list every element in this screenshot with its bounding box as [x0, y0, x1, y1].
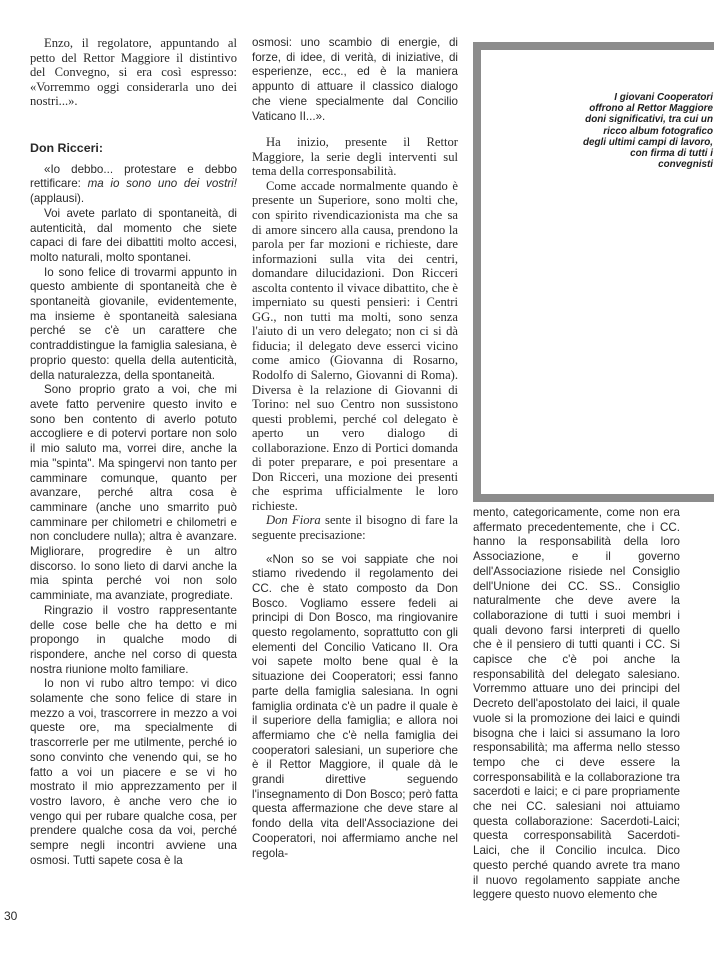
narrative-paragraph: [252, 513, 458, 542]
speech-paragraph: Io sono felice di trovarmi appunto in questo ambiente di spontaneità che è spontaneità giovanile, evidentemente, ma insieme è spontaneità salesiana perché se c'è un carattere che contraddistingue la famiglia salesiana, è proprio questo: quella della autenticità, della naturalezza, della spontaneità.: [30, 265, 237, 382]
speech-paragraph: mento, categoricamente, come non era affermato precedentemente, che i CC. hanno la responsabilità della loro Associazione, e il governo dell'Associazione risiede nel Consiglio dell'Unione dei CC. SS.. Consiglio naturalmente che deve avere la collaborazione di tutti i suoi membri i quali devono farsi interpreti di quello che è il pensiero di tutti quanti i CC. Si capisce che c'è poi anche la responsabilità del delegato salesiano. Vorremmo attuare uno dei principi del Decreto dell'apostolato dei laici, il quale vuole si la promozione dei laici e quindi bisogna che i laici si assumano la loro responsabilità; ma afferma nello stesso tempo che ci deve essere la corresponsabilità e la collaborazione tra sacerdoti e laici; e ci pare propriamente che nei CC. salesiani noi attuiamo questa collaborazione: Sacerdoti-Laici; questa corresponsabilità Sacerdoti-Laici, che il Concilio inculca. Dico questo perché quando avrete tra mano il nuovo regolamento sappiate anche leggere questo nuovo elemento che: [473, 506, 680, 902]
page-number: 30: [4, 909, 18, 923]
speech-paragraph: Ringrazio il vostro rappresentante delle cose belle che ha detto e mi propongo in qualche modo di rispondere, anche nel corso di questa nostra riunione molto familiare.: [30, 603, 237, 676]
speech-paragraph: Sono proprio grato a voi, che mi avete fatto pervenire questo invito e sono ben contento di averlo potuto accogliere e di potervi portare non solo il mio saluto ma, vorrei dire, anche la mia "spinta". Ma spingervi non tanto per camminare comunque, quanto per avanzare, perché altra cosa è camminare (anche uno smarrito può camminare per chilometri e chilometri e non concludere nulla); altra è avanzare. Migliorare, progredire è un altro discorso. Io sono lieto di darvi anche la mia spinta perché voi non solo camminiate, ma avanziate, progrediate.: [30, 383, 237, 603]
narrative-text: sente il bisogno di fare la seguente precisazione:: [252, 513, 458, 542]
speaker-heading: Don Ricceri:: [30, 140, 103, 155]
speech-paragraph: osmosi: uno scambio di energie, di forze, di idee, di verità, di iniziative, di esperienze, ecc., ed è la maniera appunto di attuare il classico dialogo che viene specialmente dal Concilio Vaticano II...».: [252, 36, 458, 123]
speech-paragraph: Io non vi rubo altro tempo: vi dico solamente che sono felice di stare in mezzo a voi, trascorrere in mezzo a voi queste ore, ma specialmente di trascorrerle per me utilmente, perché io sono convinto che venendo qui, se ho fatto a voi un piacere e se vi ho mostrato il mio apprezzamento per il vostro lavoro, è anche vero che io vengo qui per rubare qualche cosa, per prendere qualche cosa da voi, perché sempre negli incontri avviene una osmosi. Tutti sapete cosa è la: [30, 677, 237, 867]
photo-caption-box: [473, 42, 714, 502]
column-right: [473, 506, 680, 903]
speech-paragraph: Voi avete parlato di spontaneità, di autenticità, dal momento che siete capaci di fare dei dibattiti molto accesi, molto naturali, molto spontanei.: [30, 206, 237, 264]
narrative-paragraph: Come accade normalmente quando è presente un Superiore, sono molti che, con spirito rivendicazionista ma che sa di amore sincero alla causa, prendono la parola per far mozioni e richieste, dare informazioni sulla vita dei centri, domandare dilucidazioni. Don Ricceri ascolta contento il vivace dibattito, che è imperniato su questi pensieri: i Centri GG., non tutti ma molti, sono senza l'aiuto di un vero delegato; non ci si dà fiducia; il delegato deve esserci vicino come amico (Giovanna di Rosarno, Rodolfo di Salerno, Giovanni di Roma). Diversa è la relazione di Giovanni di Torino: nel suo Centro non sussistono questi problemi, perché col delegato è aperto un vero dialogo di collaborazione. Enzo di Portici domanda di poter preparare, e poi presentare a Don Ricceri, una mozione dei presenti che esprima ufficialmente le loro richieste.: [252, 178, 458, 513]
speech-text: (applausi).: [30, 192, 85, 206]
narrative-paragraph: Ha inizio, presente il Rettor Maggiore, la serie degli interventi sul tema della corresponsabilità.: [252, 135, 458, 179]
speech-paragraph: [30, 163, 237, 207]
column-left: [30, 36, 237, 868]
photo-caption: I giovani Cooperatori offrono al Rettor Maggiore doni significativi, tra cui un ricco album fotografico degli ultimi campi di lavoro, con firma di tutti i convegnisti: [582, 92, 713, 171]
speech-italic-text: ma io sono uno dei vostri!: [87, 177, 237, 191]
speech-text: «Io debbo... protestare e debbo rettificare:: [30, 162, 237, 191]
speech-paragraph: «Non so se voi sappiate che noi stiamo rivedendo il regolamento dei CC. che è stato composto da Don Bosco. Vogliamo essere fedeli ai principi di Don Bosco, ma ringiovanire questo regolamento, soprattutto con gli elementi del Concilio Vaticano II. Ora voi sapete molto bene qual è la situazione dei Cooperatori; essi fanno parte della famiglia salesiana. In ogni famiglia ordinata c'è un padre il quale è il superiore della famiglia; e allora noi affermiamo che c'è nella famiglia dei cooperatori salesiani, un superiore che è il Rettor Maggiore, il quale dà le grandi direttive seguendo l'insegnamento di Don Bosco; però fatta questa affermazione che deve stare al fondo della vita dell'Associazione dei Cooperatori, noi affermiamo anche nel regola-: [252, 552, 458, 860]
column-middle: [252, 36, 458, 861]
intro-paragraph: Enzo, il regolatore, appuntando al petto del Rettor Maggiore il distintivo del Convegno, si era così espresso: «Vorremmo oggi considerarla uno dei nostri...».: [30, 36, 237, 109]
speaker-name: Don Fiora: [266, 513, 321, 528]
